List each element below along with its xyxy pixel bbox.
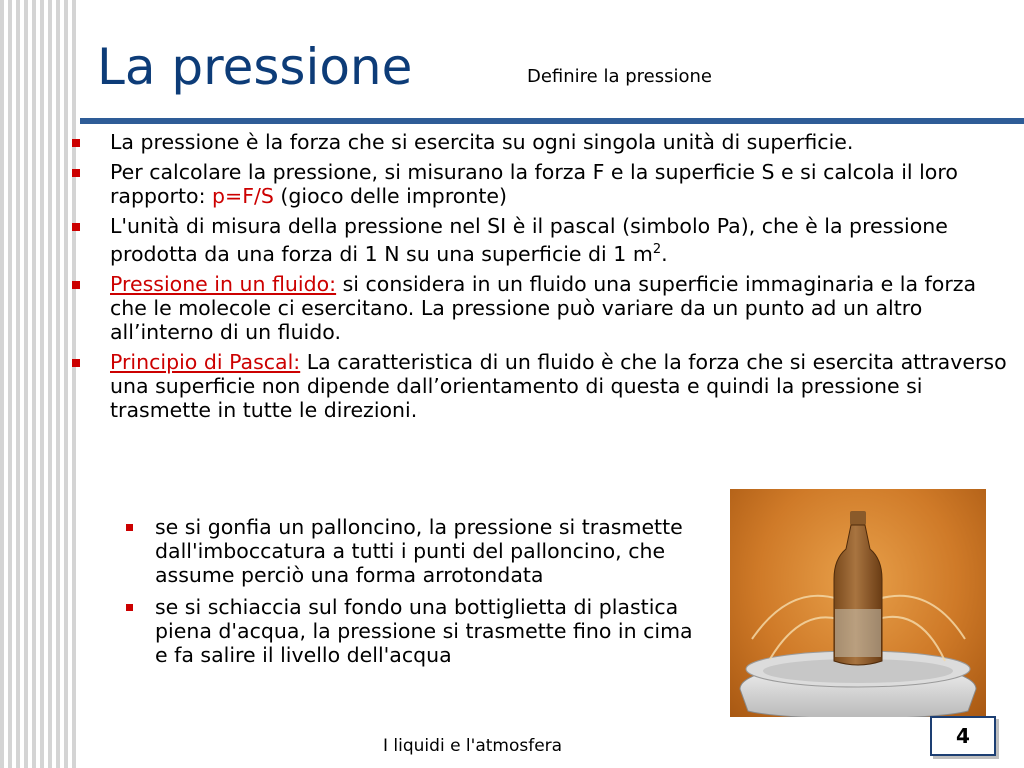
bullet-text: La pressione è la forza che si esercita su ogni singola unità di superficie. — [110, 130, 854, 154]
square-bullet-icon — [72, 139, 80, 147]
formula-text: p=F/S — [212, 184, 274, 208]
pascal-principle-link[interactable]: Principio di Pascal: — [110, 349, 301, 374]
bullet-text: Per calcolare la pressione, si misurano la forza F e la superficie S e si calcola il loro rapporto: — [110, 160, 958, 208]
footer-title: I liquidi e l'atmosfera — [383, 736, 563, 756]
slide-title: La pressione — [97, 38, 413, 96]
main-bullet-list — [70, 130, 1010, 428]
square-bullet-icon — [126, 604, 133, 611]
bullet-text: La caratteristica di un fluido è che la forza che si esercita attraverso una superficie non dipende dall’orientamento di questa e quindi la pressione si trasmette in tutte le direzioni. — [110, 349, 1007, 422]
slide-subtitle: Definire la pressione — [527, 66, 712, 87]
sub-bullet-text: se si gonfia un palloncino, la pressione si trasmette dall'imboccatura a tutti i punti del palloncino, che assume perciò una forma arrotondata — [155, 515, 683, 587]
bottle-photo — [730, 489, 986, 717]
superscript: 2 — [652, 242, 662, 257]
square-bullet-icon — [126, 524, 133, 531]
title-divider — [80, 118, 1024, 124]
bullet-text-after: . — [661, 241, 668, 266]
bullet-item — [70, 214, 1010, 266]
sub-bullet-text: se si schiaccia sul fondo una bottiglietta di plastica piena d'acqua, la pressione si trasmette fino in cima e fa salire il livello dell'acqua — [155, 595, 693, 667]
square-bullet-icon — [72, 169, 80, 177]
square-bullet-icon — [72, 359, 80, 367]
square-bullet-icon — [72, 223, 80, 231]
decorative-stripes — [0, 0, 80, 768]
fluid-pressure-link[interactable]: Pressione in un fluido: — [110, 271, 337, 296]
square-bullet-icon — [72, 281, 80, 289]
sub-bullet-item — [120, 515, 695, 587]
bottle-illustration — [730, 489, 986, 717]
bullet-text: si considera in un fluido una superficie immaginaria e la forza che le molecole ci esercitano. La pressione può variare da un punto ad un altro all’interno di un fluido. — [110, 271, 977, 344]
sub-bullet-item — [120, 595, 695, 667]
sub-bullet-list — [120, 515, 695, 675]
page-number: 4 — [930, 716, 996, 756]
bullet-item — [70, 272, 1010, 344]
bullet-item — [70, 350, 1010, 422]
bullet-item — [70, 130, 1010, 154]
bullet-item — [70, 160, 1010, 208]
bullet-text: L'unità di misura della pressione nel SI è il pascal (simbolo Pa), che è la pressione prodotta da una forza di 1 N su una superficie di 1 m — [110, 214, 948, 266]
bullet-text-after: (gioco delle impronte) — [273, 184, 507, 208]
